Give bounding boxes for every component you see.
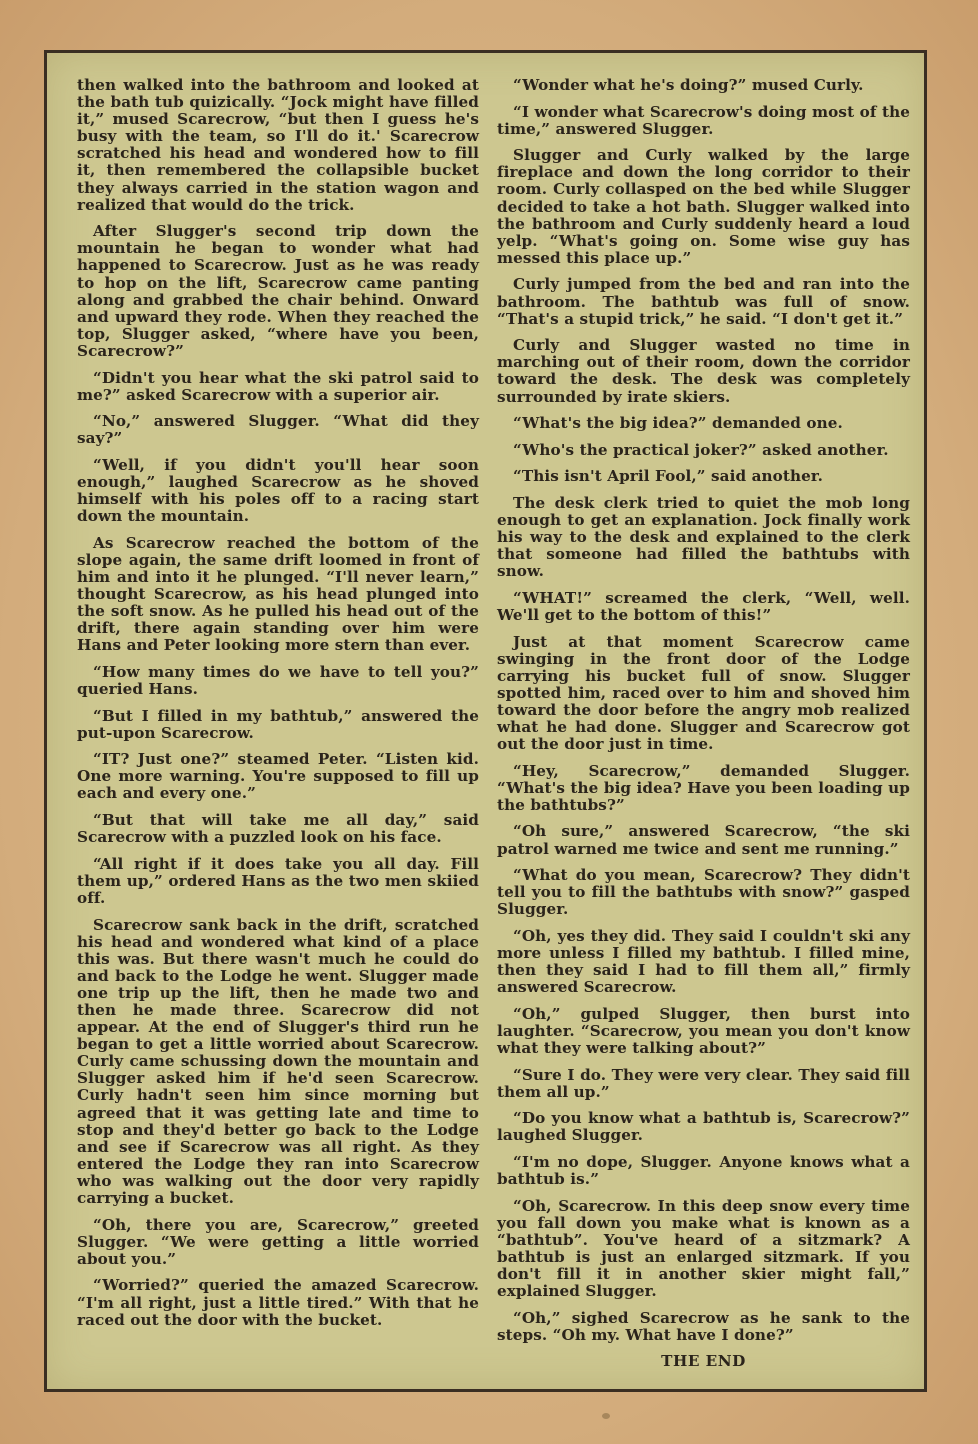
paragraph: Scarecrow sank back in the drift, scratched his head and wondered what kind of a place this was. But there wasn't much he could do and back to the Lodge he went. Slugger made one trip up the lift, then he made two and then he made three. Scarecrow did not appear. At the end of Slugger's third run he began to get a little worried about Scarecrow. Curly came schussing down the mountain and Slugger asked him if he'd seen Scarecrow. Curly hadn't seen him since morning but agreed that it was getting late and time to stop and they'd better go back to the Lodge and see if Scarecrow was all right. As they entered the Lodge they ran into Scarecrow who was walking out the door very rapidly carrying a bucket. xyxy=(77,915,479,1208)
paragraph: “Wonder what he's doing?” mused Curly. xyxy=(513,76,864,94)
paragraph: “Oh, yes they did. They said I couldn't ski any more unless I filled my bathtub. I filled mine, then they said I had to fill them all,” firmly answered Scarecrow. xyxy=(497,926,910,997)
paragraph: Curly and Slugger wasted no time in marching out of their room, down the corridor toward the desk. The desk was completely surrounded by irate skiers. xyxy=(497,336,910,406)
paragraph: “I wonder what Scarecrow's doing most of the time,” answered Slugger. xyxy=(497,102,910,138)
paragraph: Curly jumped from the bed and ran into the bathroom. The bathtub was full of snow. “That's a stupid trick,” he said. “I don't get it.” xyxy=(497,275,910,328)
print-speck xyxy=(602,1413,610,1419)
paragraph: “But I filled in my bathtub,” answered the put-upon Scarecrow. xyxy=(77,706,479,742)
the-end-heading: THE END xyxy=(661,1352,746,1371)
paragraph: then walked into the bathroom and looked at the bath tub quizically. “Jock might have filled it,” mused Scarecrow, “but then I guess he's busy with the team, so I'll do it.' Scarecrow scratched his head and wondered how to fill it, then remembered the collapsible bucket they always carried in the station wagon and realized that would do the trick. xyxy=(77,76,479,214)
paragraph: “Didn't you hear what the ski patrol said to me?” asked Scarecrow with a superior air. xyxy=(77,368,479,404)
paragraph: “Sure I do. They were very clear. They said fill them all up.” xyxy=(497,1065,910,1101)
paragraph: “Well, if you didn't you'll hear soon enough,” laughed Scarecrow as he shoved himself with his poles off to a racing start down the mountain. xyxy=(77,455,479,526)
paragraph: Just at that moment Scarecrow came swinging in the front door of the Lodge carrying his bucket full of snow. Slugger spotted him, raced over to him and shoved him toward the door before the angry mob realized what he had done. Slugger and Scarecrow got out the door just in time. xyxy=(497,632,910,754)
text-frame xyxy=(44,50,927,1392)
paragraph: “What's the big idea?” demanded one. xyxy=(513,414,843,433)
paragraph: “Oh, Scarecrow. In this deep snow every time you fall down you make what is known as a “bathtub”. You've heard of a sitzmark? A bathtub is just an enlarged sitzmark. If you don't fill it in another skier might fall,” explained Slugger. xyxy=(497,1196,910,1301)
paragraph: As Scarecrow reached the bottom of the slope again, the same drift loomed in front of him and into it he plunged. “I'll never learn,” thought Scarecrow, as his head plunged into the soft snow. As he pulled his head out of the drift, there again standing over him were Hans and Peter looking more stern than ever. xyxy=(77,533,479,655)
paragraph: “All right if it does take you all day. Fill them up,” ordered Hans as the two men skiied off. xyxy=(77,854,479,907)
paragraph: “Oh sure,” answered Scarecrow, “the ski patrol warned me twice and sent me running.” xyxy=(497,822,910,858)
paragraph: “But that will take me all day,” said Scarecrow with a puzzled look on his face. xyxy=(77,811,479,847)
paragraph: Slugger and Curly walked by the large fireplace and down the long corridor to their room. Curly collasped on the bed while Slugger decided to take a hot bath. Slugger walked into the bathroom and Curly suddenly heard a loud yelp. “What's going on. Some wise guy has messed this place up.” xyxy=(497,146,910,267)
paragraph: The desk clerk tried to quiet the mob long enough to get an explanation. Jock finally work his way to the desk and explained to the clerk that someone had filled the bathtubs with snow. xyxy=(497,493,910,581)
paragraph: “Who's the practical joker?” asked another. xyxy=(513,440,889,459)
right-column xyxy=(497,77,910,1380)
paragraph: “IT? Just one?” steamed Peter. “Listen kid. One more warning. You're supposed to fill up each and every one.” xyxy=(77,750,479,803)
paragraph: After Slugger's second trip down the mountain he began to wonder what had happened to Scarecrow. Just as he was ready to hop on the lift, Scarecrow came panting along and grabbed the chair behind. Onward and upward they rode. When they reached the top, Slugger asked, “where have you been, Scarecrow?” xyxy=(77,222,479,360)
paragraph: “This isn't April Fool,” said another. xyxy=(513,467,824,486)
paragraph: “Oh, there you are, Scarecrow,” greeted Slugger. “We were getting a little worried about you.” xyxy=(77,1215,479,1268)
paragraph: “I'm no dope, Slugger. Anyone knows what a bathtub is.” xyxy=(497,1152,910,1189)
left-column xyxy=(77,77,479,1338)
paragraph: “Hey, Scarecrow,” demanded Slugger. “What's the big idea? Have you been loading up the bathtubs?” xyxy=(497,761,910,814)
paragraph: “No,” answered Slugger. “What did they say?” xyxy=(77,412,479,448)
paragraph: “What do you mean, Scarecrow? They didn't tell you to fill the bathtubs with snow?” gasped Slugger. xyxy=(497,866,910,919)
paragraph: “WHAT!” screamed the clerk, “Well, well. We'll get to the bottom of this!” xyxy=(497,588,910,624)
paragraph: “How many times do we have to tell you?” queried Hans. xyxy=(77,662,479,698)
paragraph: “Worried?” queried the amazed Scarecrow. “I'm all right, just a little tired.” With that he raced out the door with the bucket. xyxy=(77,1276,479,1329)
paragraph: “Oh,” gulped Slugger, then burst into laughter. “Scarecrow, you mean you don't know what they were talking about?” xyxy=(497,1004,910,1057)
paragraph: “Oh,” sighed Scarecrow as he sank to the steps. “Oh my. What have I done?” xyxy=(497,1308,910,1344)
paragraph: “Do you know what a bathtub is, Scarecrow?” laughed Slugger. xyxy=(497,1109,910,1145)
